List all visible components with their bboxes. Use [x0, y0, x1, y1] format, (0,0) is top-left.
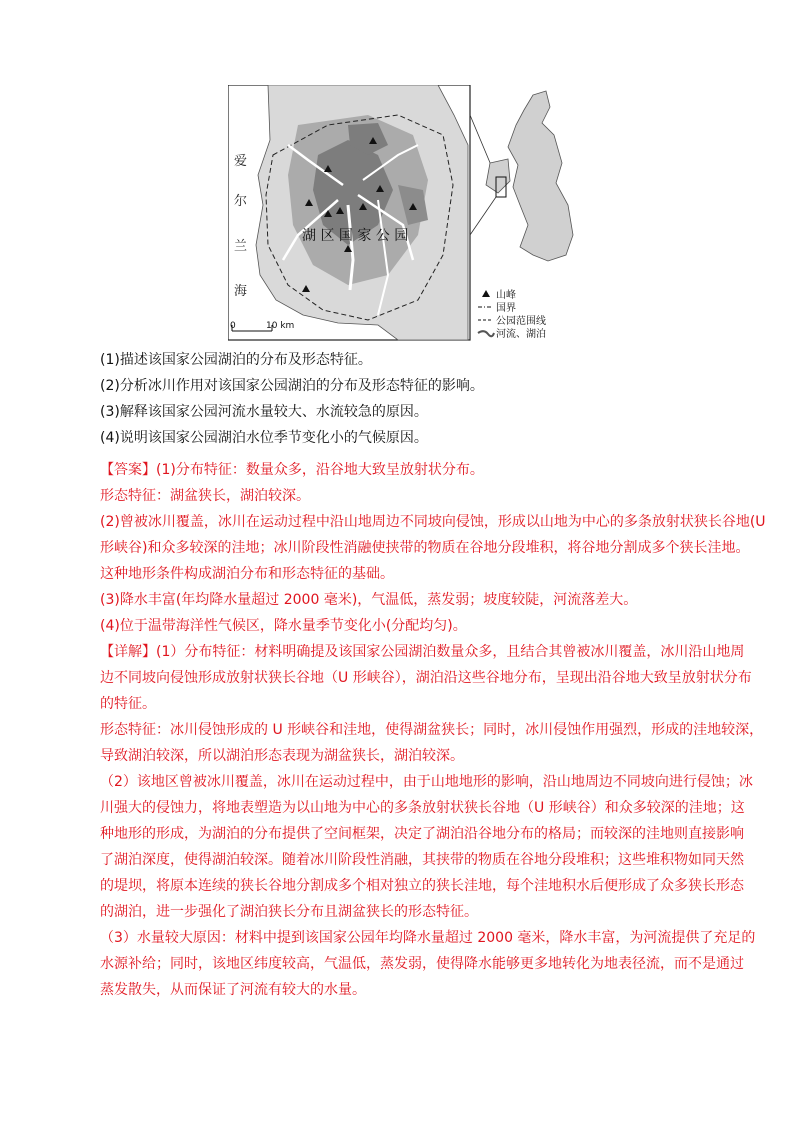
answer-block: [100, 457, 766, 1003]
question-item: (2)分析冰川作用对该国家公园湖泊的分布及形态特征的影响。: [100, 378, 484, 394]
answer-line: [100, 769, 753, 795]
legend-label: 公园范围线: [496, 316, 546, 327]
answer-line: [100, 483, 740, 509]
answer-tag: 【详解】: [100, 644, 156, 660]
answer-line: [100, 457, 740, 483]
answer-text: 形态特征：湖盆狭长，湖泊较深。: [100, 488, 310, 504]
lake-district-map-figure: [228, 85, 578, 347]
answer-text: 的堤坝，将原本连续的狭长谷地分割成多个相对独立的狭长洼地，每个洼地积水后便形成了众多狭长形态: [100, 878, 744, 894]
answer-text: 边不同坡向侵蚀形成放射状狭长谷地（U 形峡谷），湖泊沿这些谷地分布，呈现出沿谷地大致呈放射状分布: [100, 670, 752, 686]
answer-line: [100, 847, 744, 873]
inset-connector: [470, 197, 496, 235]
answer-line: [100, 925, 756, 951]
answer-line: [100, 743, 740, 769]
britain-inset: [508, 91, 573, 261]
legend-river-icon: [478, 331, 494, 336]
answer-line: [100, 951, 744, 977]
answer-tag: 【答案】: [100, 462, 156, 478]
answer-text: 川强大的侵蚀力，将地表塑造为以山地为中心的多条放射状狭长谷地（U 形峡谷）和众多较深的洼地；这: [100, 800, 745, 816]
question-item: (1)描述该国家公园湖泊的分布及形态特征。: [100, 352, 372, 368]
answer-text: (1)分布特征：数量众多，沿谷地大致呈放射状分布。: [156, 462, 484, 478]
legend-label: 山峰: [496, 290, 516, 301]
answer-text: （2）该地区曾被冰川覆盖，冰川在运动过程中，由于山地地形的影响，沿山地周边不同坡向进行侵蚀；冰: [100, 774, 753, 790]
sea-label-char: 兰: [234, 239, 248, 254]
sea-label-char: 爱: [234, 154, 248, 169]
answer-line: [100, 561, 740, 587]
map-svg: [228, 85, 578, 347]
answer-line: [100, 587, 740, 613]
answer-text: 的湖泊，进一步强化了湖泊狭长分布且湖盆狭长的形态特征。: [100, 904, 478, 920]
answer-line: [100, 899, 740, 925]
question-item: (4)说明该国家公园湖泊水位季节变化小的气候原因。: [100, 430, 428, 446]
answer-text: (1）分布特征：材料明确提及该国家公园湖泊数量众多，且结合其曾被冰川覆盖，冰川沿山地周: [156, 644, 745, 660]
sea-label-char: 海: [234, 284, 248, 299]
answer-line: [100, 977, 740, 1003]
park-label: 湖 区 国 家 公 园: [302, 228, 409, 244]
answer-line: [100, 665, 752, 691]
questions-block: [100, 347, 740, 451]
answer-text: 蒸发散失，从而保证了河流有较大的水量。: [100, 982, 366, 998]
answer-text: 形态特征：冰川侵蚀形成的 U 形峡谷和洼地，使得湖盆狭长；同时，冰川侵蚀作用强烈，形成的洼地较深，: [100, 722, 764, 738]
scale-distance: 10 km: [266, 321, 295, 331]
answer-text: 导致湖泊较深，所以湖泊形态表现为湖盆狭长，湖泊较深。: [100, 748, 464, 764]
answer-text: (3)降水丰富(年均降水量超过 2000 毫米)，气温低，蒸发弱；坡度较陡，河流落差大。: [100, 592, 638, 608]
sea-label-char: 尔: [234, 194, 248, 209]
answer-text: 了湖泊深度，使得湖泊较深。随着冰川阶段性消融，其挟带的物质在谷地分段堆积；这些堆积物如同天然: [100, 852, 744, 868]
answer-text: (2)曾被冰川覆盖，冰川在运动过程中沿山地周边不同坡向侵蚀，形成以山地为中心的多条放射状狭长谷地(U: [100, 514, 766, 530]
answer-line: [100, 717, 764, 743]
legend: [478, 288, 546, 340]
answer-line: [100, 639, 745, 665]
answer-text: 的特征。: [100, 696, 156, 712]
answer-text: 形峡谷)和众多较深的洼地；冰川阶段性消融使挟带的物质在谷地分段堆积，将谷地分割成多个狭长洼地。: [100, 540, 750, 556]
answer-text: 种地形的形成，为湖泊的分布提供了空间框架，决定了湖泊沿谷地分布的格局；而较深的洼地则直接影响: [100, 826, 744, 842]
answer-text: 水源补给；同时，该地区纬度较高，气温低，蒸发弱，使得降水能够更多地转化为地表径流，而不是通过: [100, 956, 744, 972]
answer-line: [100, 613, 740, 639]
legend-label: 河流、湖泊: [496, 329, 546, 340]
answer-text: （3）水量较大原因：材料中提到该国家公园年均降水量超过 2000 毫米，降水丰富，为河流提供了充足的: [100, 930, 756, 946]
scale-zero: 0: [230, 321, 236, 331]
legend-peak-icon: [482, 290, 490, 297]
answer-line: [100, 795, 745, 821]
question-item: (3)解释该国家公园河流水量较大、水流较急的原因。: [100, 404, 428, 420]
answer-line: [100, 873, 744, 899]
legend-label: 国界: [496, 303, 516, 314]
answer-text: (4)位于温带海洋性气候区，降水量季节变化小(分配均匀)。: [100, 618, 467, 634]
answer-line: [100, 509, 766, 535]
answer-text: 这种地形条件构成湖泊分布和形态特征的基础。: [100, 566, 394, 582]
answer-line: [100, 535, 750, 561]
answer-line: [100, 821, 744, 847]
answer-line: [100, 691, 740, 717]
